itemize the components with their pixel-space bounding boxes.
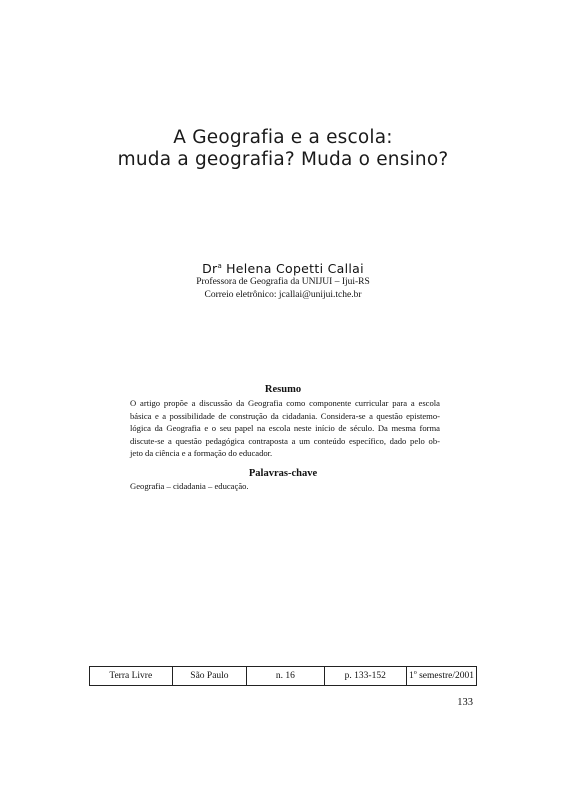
page-number: 133 xyxy=(457,697,473,708)
article-title xyxy=(0,127,566,171)
title-line-2: muda a geografia? Muda o ensino? xyxy=(117,149,449,170)
citation-number: n. 16 xyxy=(247,667,324,686)
citation-journal: Terra Livre xyxy=(90,667,173,686)
author-email: Correio eletrônico: jcallai@unijui.tche.br xyxy=(204,289,362,300)
author-affiliation-block xyxy=(0,276,566,301)
semester-prefix: 1 xyxy=(408,671,414,682)
abstract-line: lógica da Geografia e o seu papel na escola neste início de século. Da mesma forma xyxy=(130,423,440,434)
keywords-text: Geografia – cidadania – educação. xyxy=(130,481,249,491)
semester-sup: o xyxy=(413,670,417,677)
author-prefix-sup: a xyxy=(217,262,222,270)
semester-rest: semestre/2001 xyxy=(416,671,474,682)
author-prefix: Dr xyxy=(202,261,218,276)
abstract-line: O artigo propõe a discussão da Geografia como componente curricular para a escola xyxy=(130,398,440,408)
citation-row xyxy=(90,667,477,686)
keywords-heading: Palavras-chave xyxy=(248,468,318,479)
citation-table xyxy=(89,666,477,686)
abstract-text xyxy=(130,397,440,460)
abstract-line: discute-se a questão pedagógica contraposta a um conteúdo específico, dado pelo ob- xyxy=(130,435,440,446)
abstract-line: jeto da ciência e a formação do educador. xyxy=(130,448,273,459)
author-name xyxy=(0,258,566,277)
citation-semester xyxy=(406,667,476,686)
author-affiliation: Professora de Geografia da UNIJUI – Ijui-RS xyxy=(196,277,370,287)
author-full-name: Helena Copetti Callai xyxy=(226,261,364,276)
abstract-line: básica e a possibilidade de construção da cidadania. Considera-se a questão epistemo- xyxy=(130,410,440,421)
abstract-heading: Resumo xyxy=(264,384,302,395)
title-line-1: A Geografia e a escola: xyxy=(173,127,393,148)
citation-pages: p. 133-152 xyxy=(324,667,406,686)
citation-city: São Paulo xyxy=(172,667,247,686)
